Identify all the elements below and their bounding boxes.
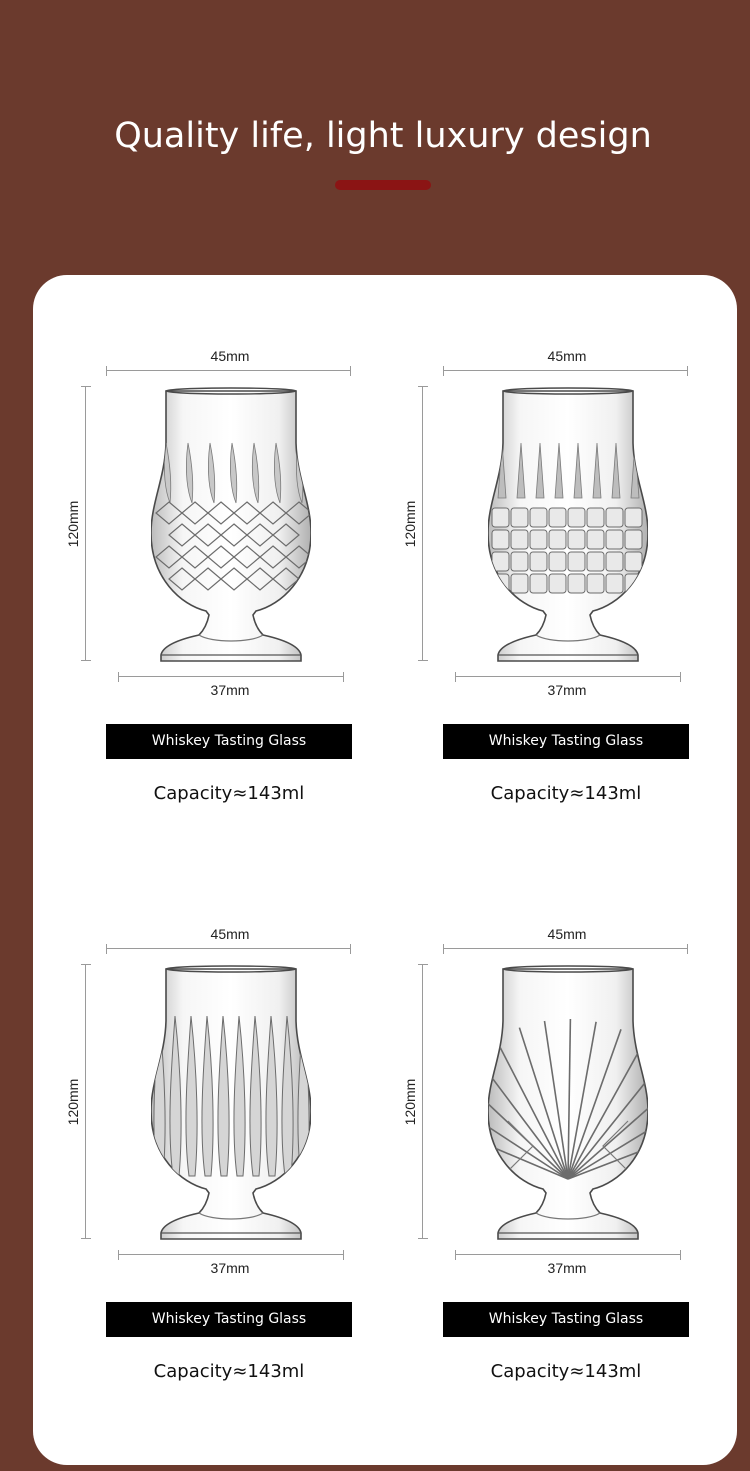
title-accent-bar [335,180,431,190]
glass-image [488,961,648,1246]
glass-fan-cut-icon [488,961,648,1241]
base-width-label: 37mm [547,682,587,698]
base-width-label: 37mm [547,1260,587,1276]
glass-image [151,961,311,1246]
height-dimension-line [81,964,91,1239]
product-item [33,275,373,804]
glass-grid-cut-icon [488,383,648,663]
base-width-dimension-line [118,672,344,682]
product-name-label: Whiskey Tasting Glass [443,1302,689,1337]
base-width-dimension-line [455,672,681,682]
height-label: 120mm [65,1078,81,1126]
glass-diamond-cut-icon [151,383,311,663]
capacity-label: Capacity≈143ml [490,783,642,804]
top-width-label: 45mm [210,926,250,942]
height-label: 120mm [65,500,81,548]
product-item [370,853,710,1382]
product-item [370,275,710,804]
base-width-label: 37mm [210,682,250,698]
product-item [33,853,373,1382]
product-card [33,275,737,1465]
height-label: 120mm [402,1078,418,1126]
top-width-label: 45mm [547,926,587,942]
top-width-label: 45mm [210,348,250,364]
base-width-label: 37mm [210,1260,250,1276]
height-dimension-line [418,964,428,1239]
top-width-dimension-line [443,366,688,376]
top-width-dimension-line [106,366,351,376]
height-dimension-line [81,386,91,661]
top-width-dimension-line [106,944,351,954]
glass-image [488,383,648,668]
product-name-label: Whiskey Tasting Glass [443,724,689,759]
base-width-dimension-line [455,1250,681,1260]
height-label: 120mm [402,500,418,548]
glass-flame-cut-icon [151,961,311,1241]
top-width-dimension-line [443,944,688,954]
capacity-label: Capacity≈143ml [153,783,305,804]
base-width-dimension-line [118,1250,344,1260]
capacity-label: Capacity≈143ml [153,1361,305,1382]
height-dimension-line [418,386,428,661]
top-width-label: 45mm [547,348,587,364]
product-name-label: Whiskey Tasting Glass [106,724,352,759]
product-name-label: Whiskey Tasting Glass [106,1302,352,1337]
capacity-label: Capacity≈143ml [490,1361,642,1382]
glass-image [151,383,311,668]
page-title: Quality life, light luxury design [114,116,652,156]
